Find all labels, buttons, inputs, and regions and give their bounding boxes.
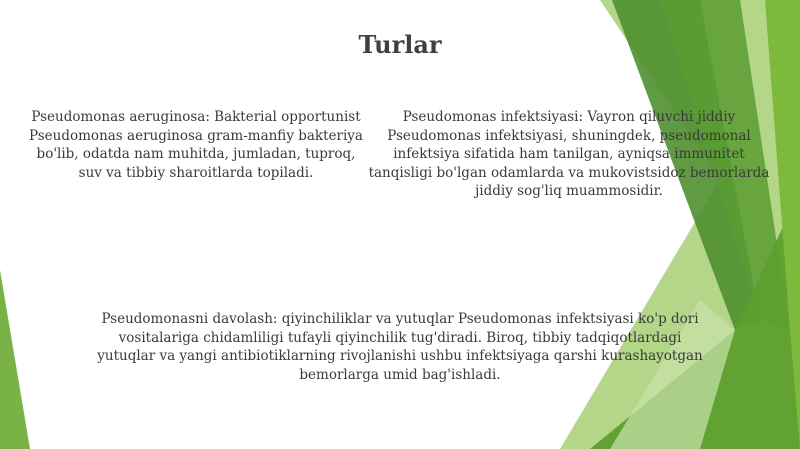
text-block-infection: Pseudomonas infektsiyasi: Vayron qiluvchi jiddiy Pseudomonas infektsiyasi, shuningdek, pseudomonal infektsiya sifatida ham tanilgan, ayniqsa immunitet tanqisligi bo'lgan odamlarda va mukovistsidoz bemorlarda jiddiy sog'liq muammosidir. (368, 109, 770, 199)
text-block-treatment: Pseudomonasni davolash: qiyinchiliklar va yutuqlar Pseudomonas infektsiyasi ko'p dori vositalariga chidamliligi tufayli qiyinchilik tug'diradi. Biroq, tibbiy tadqiqotlardagi yutuqlar va yangi antibiotiklarning rivojlanishi ushbu infektsiyaga qarshi kurashayotgan bemorlarga umid bag'ishladi. (97, 311, 703, 383)
slide-title: Turlar (358, 30, 442, 59)
left-green-sliver (0, 270, 30, 449)
text-block-aeruginosa: Pseudomonas aeruginosa: Bakterial opportunist Pseudomonas aeruginosa gram-manfiy bakteriya bo'lib, odatda nam muhitda, jumladan, tuproq, suv va tibbiy sharoitlarda topiladi. (29, 109, 363, 181)
